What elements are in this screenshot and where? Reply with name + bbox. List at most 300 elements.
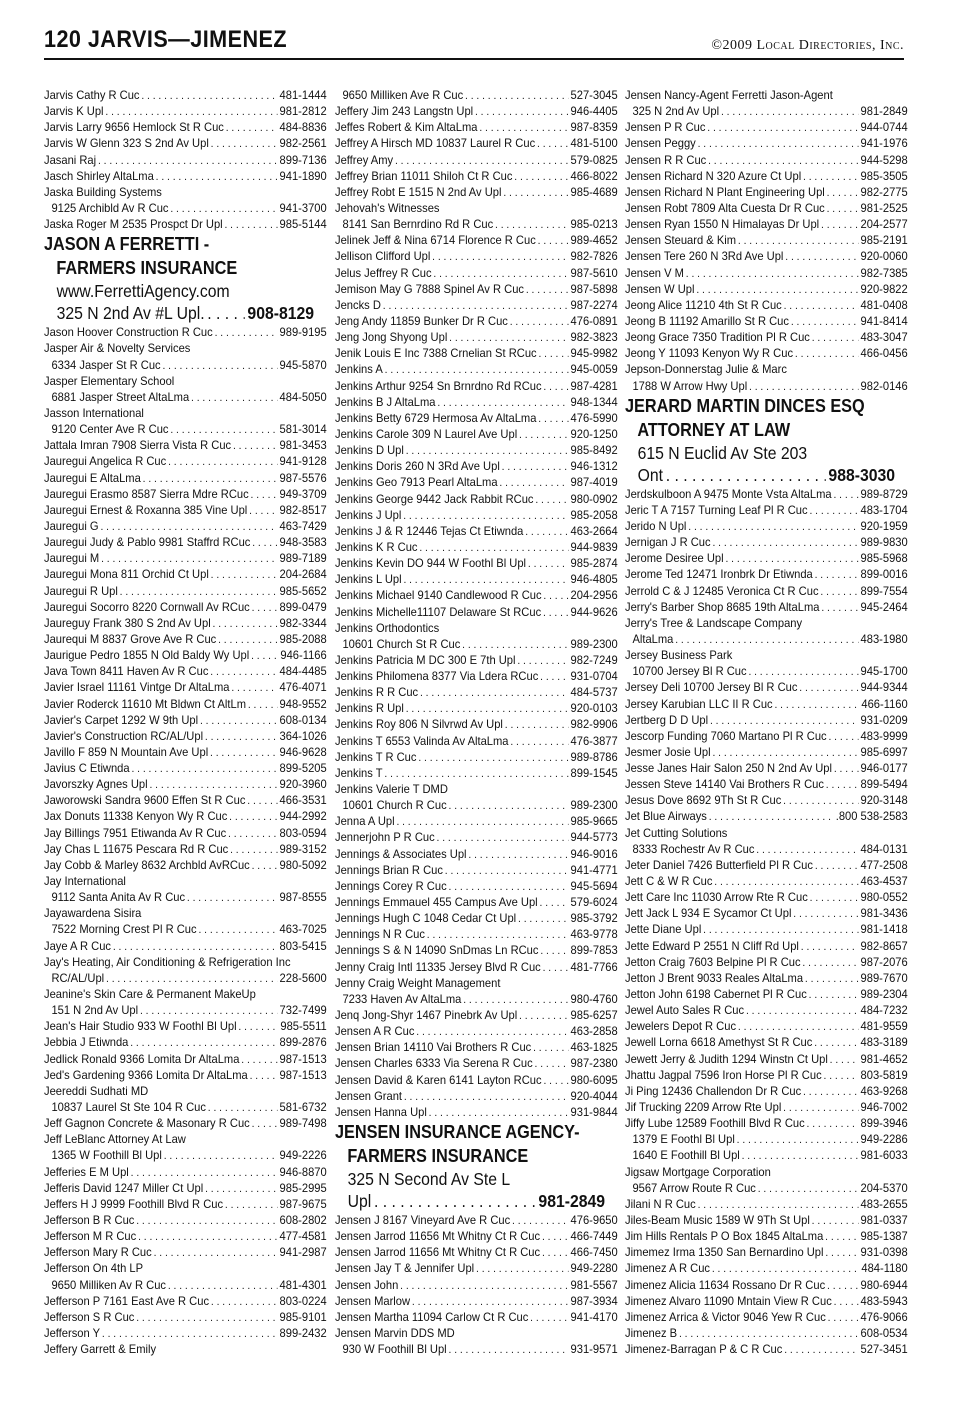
listing-name: Jax Donuts 11338 Kenyon Wy R Cuc	[44, 809, 228, 824]
listing-entry	[335, 959, 618, 975]
listing-phone: 987-5898	[570, 281, 618, 296]
listing-phone: 364-1026	[279, 728, 327, 743]
dot-leader	[437, 829, 569, 845]
listing-entry	[625, 265, 908, 281]
dot-leader	[106, 970, 278, 986]
listing-phone: 989-3152	[279, 841, 327, 856]
listing-subline	[625, 1147, 908, 1163]
listing-entry	[625, 1099, 908, 1115]
listing-subline	[335, 87, 618, 103]
listing-phone: 941-2987	[279, 1245, 327, 1260]
listing-name: Jennings Hugh C 1048 Cedar Ct Upl	[335, 911, 517, 926]
dot-leader	[812, 329, 859, 345]
listing-phone: 581-6732	[279, 1100, 327, 1115]
listing-phone: 946-4405	[570, 104, 618, 119]
listing-phone: 463-2858	[570, 1024, 618, 1039]
dot-leader	[449, 329, 569, 345]
listing-entry	[335, 668, 618, 684]
listing-entry	[625, 647, 908, 663]
dot-leader	[805, 970, 859, 986]
listing-entry	[625, 87, 908, 103]
listing-entry	[335, 1277, 618, 1293]
dot-leader	[828, 1309, 859, 1325]
listing-entry	[335, 281, 618, 297]
listing-phone: 981-6033	[860, 1148, 908, 1163]
listing-phone: 476-9650	[570, 1213, 618, 1227]
listing-name: 7233 Haven Av AltaLma	[342, 991, 462, 1006]
listing-phone: 985-2191	[860, 233, 908, 248]
listing-phone: 946-4805	[570, 572, 618, 587]
listing-entry	[44, 1180, 327, 1196]
listing-phone: .800 538-2583	[835, 809, 908, 824]
dot-leader	[803, 168, 859, 184]
listing-phone: 989-8786	[570, 749, 618, 764]
listing-entry	[44, 1196, 327, 1212]
listing-entry	[625, 679, 908, 695]
listing-entry	[625, 1196, 908, 1212]
listing-name: Jet Cutting Solutions	[625, 825, 728, 840]
listing-phone: 987-4281	[570, 378, 618, 393]
dot-leader	[136, 1212, 277, 1228]
listing-phone: 944-9626	[570, 604, 618, 619]
listing-name: 151 N 2nd Av Upl	[51, 1003, 139, 1018]
listing-phone: 980-4760	[570, 991, 618, 1006]
listing-phone: 944-9839	[570, 539, 618, 554]
listing-entry	[44, 135, 327, 151]
listing-name: Jasch Shirley AltaLma	[44, 168, 154, 183]
listing-phone: 803-0594	[279, 825, 327, 840]
listing-name: Jarvis Cathy R Cuc	[44, 88, 140, 102]
listing-entry	[44, 184, 327, 200]
listing-phone: 579-0825	[570, 152, 618, 167]
listing-name: Jeong Grace 7350 Tradition Pl R Cuc	[625, 330, 810, 345]
listing-phone: 980-6944	[860, 1277, 908, 1292]
listing-phone: 803-0224	[279, 1293, 327, 1308]
listing-name: Jensen V M	[625, 265, 684, 280]
listing-subline	[44, 1277, 327, 1293]
listing-column-2	[335, 87, 618, 1357]
listing-entry	[625, 297, 908, 313]
listing-entry	[44, 647, 327, 663]
listing-entry	[44, 1341, 327, 1357]
listing-entry	[44, 1228, 327, 1244]
listing-name: Jefferson M R Cuc	[44, 1229, 137, 1244]
listing-entry	[335, 378, 618, 394]
listing-name: Jette Edward P 2551 N Cliff Rd Upl	[625, 938, 799, 953]
listing-phone: 981-3453	[279, 438, 327, 453]
ad-address: 325 N Second Av Ste L	[347, 1169, 511, 1189]
dot-leader	[791, 313, 859, 329]
listing-phone: 920-1250	[570, 426, 618, 441]
listing-phone: 945-0059	[570, 362, 618, 377]
dot-leader	[543, 378, 568, 394]
dot-leader	[510, 313, 569, 329]
listing-name: Jefferson On 4th LP	[44, 1261, 144, 1276]
listing-name: Jensen Jarrod 11656 Mt Whitny Ct R Cuc	[335, 1229, 541, 1244]
listing-name: Jennings S & N 14090 SnDmas Ln RCuc	[335, 943, 539, 958]
listing-phone: 463-2664	[570, 523, 618, 538]
listing-name: Jenkins B J AltaLma	[335, 394, 436, 409]
listing-entry	[625, 1341, 908, 1357]
listing-phone: 941-1890	[279, 168, 327, 183]
dot-leader	[445, 862, 569, 878]
dot-leader	[437, 394, 568, 410]
dot-leader	[141, 87, 277, 103]
listing-name: Jensen Ryan 1550 N Himalayas Dr Upl	[625, 217, 820, 232]
listing-entry	[625, 583, 908, 599]
listing-entry	[335, 1228, 618, 1244]
listing-entry	[44, 938, 327, 954]
listing-name: Jepson-Donnerstag Julie & Marc	[625, 362, 787, 377]
listing-name: Jesse Janes Hair Salon 250 N 2nd Av Upl	[625, 761, 832, 776]
listing-entry	[335, 265, 618, 281]
listing-name: Jaye A R Cuc	[44, 938, 112, 953]
listing-phone: 483-5943	[860, 1293, 908, 1308]
dot-leader	[710, 712, 859, 728]
listing-phone: 987-2076	[860, 954, 908, 969]
dot-leader	[211, 1293, 278, 1309]
dot-leader	[783, 792, 859, 808]
listing-name: Jay's Heating, Air Conditioning & Refrigeration Inc	[44, 954, 291, 969]
dot-leader	[164, 1147, 278, 1163]
listing-name: 325 N 2nd Av Upl	[632, 104, 720, 119]
dot-leader	[250, 1067, 278, 1083]
listing-name: Jenkins Geo 7913 Pearl AltaLma	[335, 475, 498, 490]
listing-name: Jencks D	[335, 297, 381, 312]
listing-name: Jay Cobb & Marley 8632 Archbld AvRCuc	[44, 857, 250, 872]
dot-leader	[207, 302, 244, 324]
listing-entry	[335, 700, 618, 716]
listing-phone: 982-9906	[570, 717, 618, 732]
listing-entry	[625, 232, 908, 248]
dot-leader	[712, 1260, 860, 1276]
dot-leader	[449, 797, 569, 813]
listing-phone: 981-5567	[570, 1277, 618, 1292]
listing-entry	[335, 749, 618, 765]
dot-leader	[140, 1002, 278, 1018]
dot-leader	[785, 248, 858, 264]
listing-entry	[44, 679, 327, 695]
listing-name: 1379 E Foothl Bl Upl	[632, 1132, 735, 1147]
listing-name: Jimenez B	[625, 1325, 678, 1340]
listing-name: Jewelers Depot R Cuc	[625, 1019, 737, 1034]
listing-entry	[335, 1212, 618, 1228]
ad-heading: JENSEN INSURANCE AGENCY-	[335, 1121, 580, 1142]
listing-name: Jimenez Arrica & Victor 9046 Yew R Cuc	[625, 1309, 826, 1324]
listing-entry	[335, 926, 618, 942]
dot-leader	[698, 1196, 859, 1212]
dot-leader	[463, 991, 568, 1007]
listing-subline	[625, 378, 908, 394]
dot-leader	[211, 135, 278, 151]
listing-name: Java Town 8411 Haven Av R Cuc	[44, 664, 209, 679]
listing-name: Jenkins K R Cuc	[335, 539, 418, 554]
listing-entry	[335, 103, 618, 119]
listing-name: Jessen Steve 14140 Vai Brothers R Cuc	[625, 777, 824, 792]
listing-phone: 481-0408	[860, 297, 908, 312]
listing-phone: 981-1418	[860, 922, 908, 937]
listing-entry	[335, 1260, 618, 1276]
listing-phone: 948-3583	[279, 535, 327, 550]
dot-leader	[666, 464, 826, 486]
listing-phone: 481-4301	[279, 1277, 327, 1292]
listing-entry	[44, 405, 327, 421]
listing-entry	[625, 152, 908, 168]
listing-phone: 931-0209	[860, 712, 908, 727]
listing-entry	[335, 765, 618, 781]
dot-leader	[101, 550, 278, 566]
listing-name: Jeffrey Robt E 1515 N 2nd Av Upl	[335, 184, 502, 199]
listing-phone: 987-5610	[570, 265, 618, 280]
listing-name: Jeong Y 11093 Kenyon Wy R Cuc	[625, 346, 794, 361]
listing-phone: 985-9101	[279, 1309, 327, 1324]
listing-phone: 463-7025	[279, 922, 327, 937]
listing-entry	[625, 615, 908, 631]
listing-name: Jasson International	[44, 405, 144, 420]
listing-entry	[625, 329, 908, 345]
dot-leader	[803, 1083, 859, 1099]
listing-name: Javius C Etiwnda	[44, 761, 130, 776]
listing-phone: 476-5990	[570, 410, 618, 425]
ad-address: www.FerrettiAgency.com	[56, 281, 230, 302]
dot-leader	[395, 152, 569, 168]
listing-entry	[44, 1067, 327, 1083]
dot-leader	[540, 668, 569, 684]
listing-phone: 920-0060	[860, 249, 908, 264]
dot-leader	[783, 1099, 859, 1115]
listing-phone: 899-5494	[860, 777, 908, 792]
dot-leader	[233, 437, 278, 453]
listing-name: Jarvis Larry 9656 Hemlock St R Cuc	[44, 120, 224, 135]
listing-entry	[335, 684, 618, 700]
listing-subline	[625, 663, 908, 679]
dot-leader	[535, 1055, 569, 1071]
listing-phone: 899-7136	[279, 152, 327, 167]
listing-entry	[44, 663, 327, 679]
listing-entry	[44, 534, 327, 550]
listing-name: Jefferson B R Cuc	[44, 1213, 135, 1227]
listing-phone: 484-5050	[279, 389, 327, 404]
listing-entry	[44, 1018, 327, 1034]
dot-leader	[526, 281, 569, 297]
listing-entry	[335, 458, 618, 474]
dot-leader	[241, 1051, 277, 1067]
dot-leader	[156, 168, 278, 184]
listing-entry	[335, 507, 618, 523]
listing-name: Jensen Richard N 320 Azure Ct Upl	[625, 168, 802, 183]
listing-name: Jeereddi Sudhati MD	[44, 1083, 149, 1098]
listing-name: 9567 Arrow Route R Cuc	[632, 1180, 756, 1195]
dot-leader	[795, 345, 859, 361]
listing-phone: 466-7449	[570, 1229, 618, 1244]
listing-name: Jauregui Erasmo 8587 Sierra Mdre RCuc	[44, 486, 249, 501]
listing-name: 8333 Rochestr Av R Cuc	[632, 841, 755, 856]
dot-leader	[809, 986, 859, 1002]
listing-phone: 946-7002	[860, 1100, 908, 1115]
dot-leader	[810, 889, 859, 905]
dot-leader	[205, 728, 278, 744]
dot-leader	[198, 921, 277, 937]
listing-name: Jerome Desiree Upl	[625, 551, 724, 566]
listing-phone: 985-3792	[570, 911, 618, 926]
listing-entry	[335, 345, 618, 361]
listing-name: Jennings N R Cuc	[335, 927, 425, 942]
dot-leader	[503, 184, 568, 200]
listing-name: Jefferson S R Cuc	[44, 1309, 135, 1324]
listing-entry	[44, 1115, 327, 1131]
dot-leader	[249, 502, 278, 518]
listing-name: Jenkins Arthur 9254 Sn Brnrdno Rd RCuc	[335, 378, 542, 393]
listing-phone: 484-1180	[861, 1261, 908, 1276]
listing-phone: 483-3047	[860, 330, 908, 345]
dot-leader	[537, 135, 569, 151]
dot-leader	[688, 518, 858, 534]
listing-entry	[44, 1034, 327, 1050]
listing-name: Jefferson Y	[44, 1325, 101, 1340]
listing-phone: 982-3344	[279, 615, 327, 630]
listing-phone: 980-6095	[570, 1072, 618, 1087]
listing-phone: 985-5144	[279, 217, 327, 232]
listing-phone: 466-1160	[861, 696, 908, 711]
listing-entry	[44, 776, 327, 792]
listing-name: Jeong Alice 11210 4th St R Cuc	[625, 297, 782, 312]
listing-name: Jefferson P 7161 East Ave R Cuc	[44, 1293, 210, 1308]
listing-entry	[44, 103, 327, 119]
dot-leader	[512, 1212, 569, 1228]
page-header	[44, 26, 904, 62]
listing-entry	[335, 1023, 618, 1039]
listing-entry	[44, 696, 327, 712]
listing-phone: 931-0398	[860, 1245, 908, 1260]
dot-leader	[429, 1104, 569, 1120]
listing-name: Jensen Martha 11094 Carlow Ct R Cuc	[335, 1309, 529, 1324]
listing-entry	[44, 599, 327, 615]
listing-phone: 463-1825	[570, 1040, 618, 1055]
dot-leader	[215, 324, 278, 340]
listing-entry	[335, 652, 618, 668]
listing-phone: 481-9559	[860, 1019, 908, 1034]
dot-leader	[758, 1180, 859, 1196]
listing-entry	[335, 910, 618, 926]
listing-subline	[335, 991, 618, 1007]
listing-name: Jefferis David 1247 Miller Ct Upl	[44, 1180, 204, 1195]
listing-phone: 987-2380	[570, 1056, 618, 1071]
dot-leader	[465, 87, 569, 103]
listing-phone: 899-0016	[860, 567, 908, 582]
listing-subline	[335, 216, 618, 232]
listing-name: Jattala Imran 7908 Sierra Vista R Cuc	[44, 438, 232, 453]
listing-name: 930 W Foothill Bl Upl	[342, 1342, 447, 1357]
dot-leader	[825, 1228, 859, 1244]
listing-phone: 945-5694	[570, 878, 618, 893]
listing-entry	[44, 152, 327, 168]
listing-subline	[44, 889, 327, 905]
listing-phone: 476-3877	[570, 733, 618, 748]
listing-phone: 982-7385	[860, 265, 908, 280]
listing-entry	[335, 571, 618, 587]
listing-name: Jaska Building Systems	[44, 184, 162, 199]
dot-leader	[406, 442, 569, 458]
dot-leader	[384, 765, 568, 781]
listing-name: Jeng Andy 11859 Bunker Dr R Cuc	[335, 313, 508, 328]
listing-name: Jasani Raj	[44, 152, 97, 167]
listing-entry	[335, 200, 618, 216]
listing-phone: 985-5652	[279, 583, 327, 598]
listing-name: Jenkins D Upl	[335, 443, 404, 458]
listing-name: Jett Care Inc 11030 Arrow Rte R Cuc	[625, 890, 808, 905]
listing-name: Jenkins Doris 260 N 3Rd Ave Upl	[335, 459, 500, 474]
listing-entry	[44, 857, 327, 873]
listing-entry	[335, 152, 618, 168]
listing-entry	[625, 857, 908, 873]
listing-subline	[44, 1002, 327, 1018]
listing-name: Jauregui M	[44, 551, 100, 566]
listing-name: Jetton John 6198 Cabernet Pl R Cuc	[625, 987, 807, 1002]
listing-name: Jimenez Alicia 11634 Rossano Dr R Cuc	[625, 1277, 826, 1292]
header-rule	[44, 58, 904, 60]
listing-entry	[625, 1067, 908, 1083]
listing-entry	[335, 135, 618, 151]
listing-phone: 989-2300	[570, 636, 618, 651]
dot-leader	[517, 652, 568, 668]
listing-phone: 985-5511	[280, 1019, 327, 1034]
listing-column-1	[44, 87, 327, 1357]
dot-leader	[406, 700, 569, 716]
listing-phone: 945-2464	[860, 599, 908, 614]
listing-entry	[625, 712, 908, 728]
listing-entry	[335, 878, 618, 894]
listing-name: Jet Blue Airways	[625, 809, 707, 824]
listing-phone: 581-3014	[279, 422, 327, 437]
listing-subline	[44, 921, 327, 937]
listing-phone: 803-5819	[860, 1067, 908, 1082]
listing-phone: 987-8555	[279, 890, 327, 905]
dot-leader	[784, 297, 859, 313]
listing-entry	[625, 1164, 908, 1180]
listing-name: Jetton J Brent 9033 Reales AltaLma	[625, 970, 804, 985]
listing-entry	[335, 1039, 618, 1055]
dot-leader	[784, 1341, 858, 1357]
listing-name: 1365 W Foothill Bl Upl	[51, 1148, 162, 1163]
dot-leader	[814, 1034, 858, 1050]
dot-leader	[708, 152, 859, 168]
dot-leader	[468, 846, 568, 862]
listing-subline	[335, 797, 618, 813]
listing-entry	[44, 340, 327, 356]
listing-entry	[44, 792, 327, 808]
listing-entry	[335, 846, 618, 862]
listing-phone: 985-2088	[279, 631, 327, 646]
listing-entry	[625, 1212, 908, 1228]
dot-leader	[543, 587, 568, 603]
listing-phone: 899-7853	[570, 943, 618, 958]
listing-entry	[44, 631, 327, 647]
listing-name: Jeffery Jim 243 Langstn Upl	[335, 104, 474, 119]
listing-name: Jim Hills Rentals P O Box 1845 AltaLma	[625, 1229, 824, 1244]
listing-name: Jeffers H J 9999 Foothill Blvd R Cuc	[44, 1196, 224, 1211]
listing-phone: 484-4485	[279, 664, 327, 679]
listing-entry	[44, 760, 327, 776]
listing-subline	[625, 631, 908, 647]
listing-name: Jensen R R Cuc	[625, 152, 707, 167]
dot-leader	[205, 1180, 278, 1196]
listing-name: Jersey Business Park	[625, 648, 733, 663]
listing-name: Jeffery Garrett & Emily	[44, 1342, 157, 1357]
listing-entry	[44, 1260, 327, 1276]
dot-leader	[828, 728, 858, 744]
dot-leader	[543, 604, 569, 620]
listing-name: 8141 San Bernrdino Rd R Cuc	[342, 217, 494, 232]
